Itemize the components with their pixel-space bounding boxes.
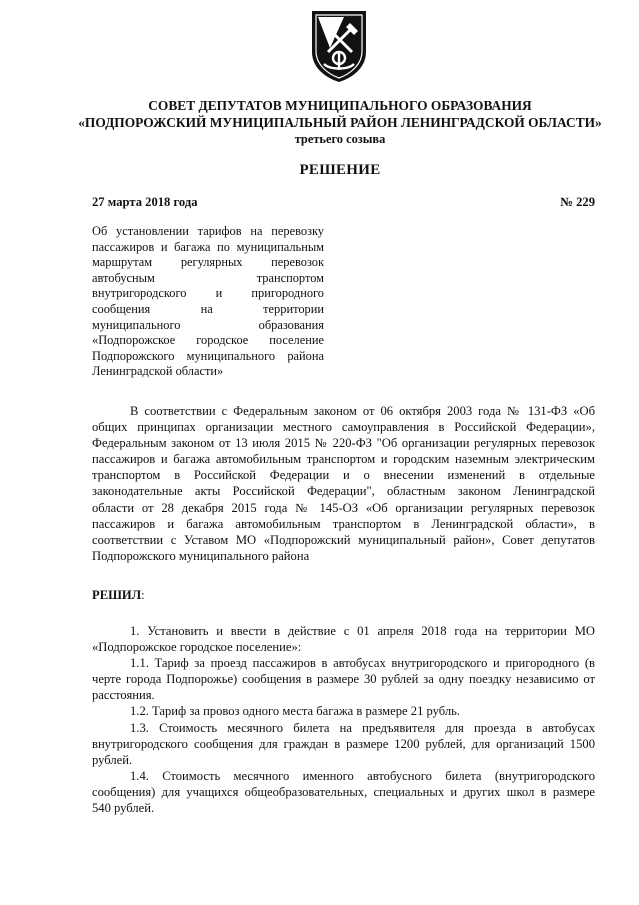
subject-line: маршрутам регулярных перевозок [92,255,324,270]
resolved-word: РЕШИЛ [92,588,142,602]
preamble-line: В соответствии с Федеральным законом от 06 октября 2003 года № 131-ФЗ «Об [130,404,595,418]
coat-of-arms-emblem [308,8,370,84]
preamble-line: общих принципах организации местного самоуправления в Российской Федерации», [92,420,595,435]
subject-line: Ленинградской области» [92,364,224,379]
header-convocation: третьего созыва [294,132,386,146]
resolved-heading [92,587,145,603]
item-1-line: «Подпорожское городское поселение»: [92,640,302,655]
item-1-3-line: 1.3. Стоимость месячного билета на предъявителя для проезда в автобусах [130,720,595,735]
subject-line: Об установлении тарифов на перевозку [92,224,324,238]
item-1-3-line: внутригородского сообщения для граждан в размере 1200 рублей, для организаций 1500 [92,736,595,751]
document-date: 27 марта 2018 года [92,195,198,209]
preamble-line: транспортом в Российской Федерации и о внесении изменений в отдельные [92,468,595,483]
header-council-name: СОВЕТ ДЕПУТАТОВ МУНИЦИПАЛЬНОГО ОБРАЗОВАНИЯ [148,98,532,113]
preamble-paragraph [92,403,595,564]
preamble-line: пассажиров и багажа автомобильным транспортом в Ленинградской области», в [92,516,595,531]
preamble-line: законодательные акты Российской Федерации", областным законом Ленинградской [92,484,595,499]
subject-line: сообщения на территории [92,301,324,316]
item-1-1-line: черте города Подпорожье) сообщения в размере 30 рублей за одну поездку независимо от [92,672,595,687]
subject-line: Подпорожского муниципального района [92,348,324,363]
document-title: РЕШЕНИЕ [299,162,381,178]
item-1-4-line: 540 рублей. [92,801,155,816]
subject-line: внутригородского и пригородного [92,286,324,301]
subject-line: муниципального образования [92,317,324,332]
subject-line: «Подпорожское городское поселение [92,333,324,348]
preamble-line: соответствии с Уставом МО «Подпорожский муниципальный район», Совет депутатов [92,532,595,547]
item-1-line: 1. Установить и ввести в действие с 01 апреля 2018 года на территории МО [130,624,595,638]
item-1-1-line: 1.1. Тариф за проезд пассажиров в автобусах внутригородского и пригородного (в [130,656,595,671]
document-number: № 229 [560,195,595,209]
item-1-4-line: 1.4. Стоимость месячного именного автобусного билета (внутригородского [130,768,595,783]
resolved-colon: : [141,588,145,602]
resolution-items [92,623,595,816]
preamble-line: пассажиров и багажа автомобильным транспортом и городским наземным электрическим [92,452,595,467]
preamble-line: Подпорожского муниципального района [92,548,310,563]
item-1-3-line: рублей. [92,752,133,767]
item-1-2-line: 1.2. Тариф за провоз одного места багажа в размере 21 рубль. [130,704,461,719]
item-1-4-line: сообщения) для учащихся общеобразовательных, специальных и других школ в размере [92,784,595,799]
preamble-line: области от 28 декабря 2015 года № 145-ОЗ «Об организации регулярных перевозок [92,500,595,515]
document-subject [92,224,324,380]
coat-of-arms-icon [308,8,370,84]
header-district-name: «ПОДПОРОЖСКИЙ МУНИЦИПАЛЬНЫЙ РАЙОН ЛЕНИНГРАДСКОЙ ОБЛАСТИ» [78,115,602,130]
subject-line: автобусным транспортом [92,270,324,285]
item-1-1-line: расстояния. [92,688,155,703]
preamble-line: Федеральным законом от 13 июля 2015 № 220-ФЗ "Об организации регулярных перевозок [92,436,595,451]
subject-line: пассажиров и багажа по муниципальным [92,239,324,254]
